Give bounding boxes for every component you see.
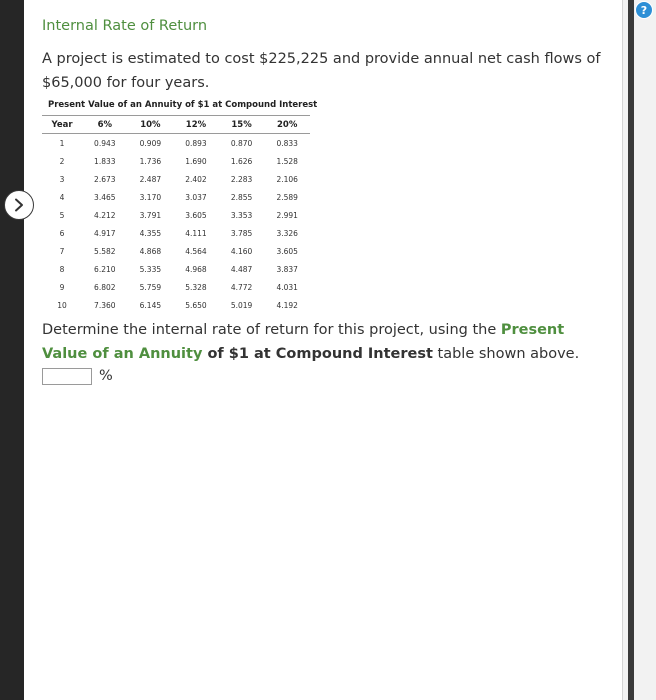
factor-cell: 4.917: [94, 228, 116, 238]
question-part1: Determine the internal rate of return for this project, using the: [42, 322, 501, 338]
page-title: Internal Rate of Return: [42, 18, 208, 34]
factor-cell: 7.360: [94, 300, 116, 310]
factor-cell: 6.210: [94, 264, 116, 274]
factor-cell: 2.106: [276, 174, 298, 184]
factor-cell: 5.328: [185, 282, 207, 292]
question-part3: table shown above.: [432, 346, 580, 362]
factor-cell: 4.111: [185, 228, 207, 238]
table-row: [42, 278, 310, 296]
factor-cell: 6.802: [94, 282, 116, 292]
factor-cell: 2.855: [230, 192, 253, 202]
factor-cell: 4.772: [230, 282, 253, 292]
table-row: [42, 188, 310, 206]
table-row: [42, 134, 310, 153]
factor-cell: 3.465: [94, 192, 116, 202]
year-cell: 10: [57, 300, 67, 310]
year-cell: 1: [59, 138, 65, 148]
table-link[interactable]: Present Value of an Annuity: [42, 322, 565, 362]
problem-statement: A project is estimated to cost $225,225 and provide annual net cash flows of $65,000 for four years.: [42, 51, 601, 91]
year-cell: 9: [59, 282, 65, 292]
present-value-table: [42, 115, 310, 314]
factor-cell: 4.564: [185, 246, 207, 256]
factor-cell: 1.626: [230, 156, 253, 166]
factor-cell: 5.335: [139, 264, 162, 274]
factor-cell: 3.785: [230, 228, 253, 238]
factor-cell: 2.673: [94, 174, 116, 184]
factor-cell: 1.528: [276, 156, 298, 166]
table-header-cell: 10%: [128, 116, 174, 134]
factor-cell: 4.968: [185, 264, 207, 274]
factor-cell: 5.650: [185, 300, 207, 310]
percent-unit-label: %: [99, 368, 113, 384]
factor-cell: 2.589: [276, 192, 298, 202]
factor-cell: 1.736: [139, 156, 162, 166]
question-mark-icon: ?: [640, 3, 648, 17]
table-row: [42, 206, 310, 224]
factor-cell: 5.019: [230, 300, 253, 310]
next-arrow-button[interactable]: [4, 190, 34, 220]
factor-cell: 0.909: [139, 138, 162, 148]
factor-cell: 5.759: [139, 282, 162, 292]
table-header-cell: 6%: [82, 116, 128, 134]
factor-cell: 3.326: [276, 228, 298, 238]
factor-cell: 3.170: [139, 192, 162, 202]
factor-cell: 0.943: [94, 138, 116, 148]
factor-cell: 3.605: [185, 210, 207, 220]
factor-cell: 2.402: [185, 174, 207, 184]
factor-cell: 2.283: [230, 174, 253, 184]
question-part2: of $1 at Compound Interest: [202, 346, 433, 362]
table-header-cell: 15%: [219, 116, 265, 134]
help-button[interactable]: [635, 1, 653, 19]
table-row: [42, 224, 310, 242]
year-cell: 5: [59, 210, 65, 220]
factor-cell: 3.837: [276, 264, 298, 274]
factor-cell: 3.791: [139, 210, 162, 220]
factor-cell: 3.605: [276, 246, 298, 256]
factor-cell: 2.991: [276, 210, 298, 220]
table-row: [42, 296, 310, 314]
year-cell: 2: [59, 156, 65, 166]
year-cell: 8: [59, 264, 65, 274]
factor-cell: 5.582: [94, 246, 116, 256]
factor-cell: 4.031: [276, 282, 298, 292]
factor-cell: 4.355: [139, 228, 162, 238]
factor-cell: 3.037: [185, 192, 207, 202]
table-caption: Present Value of an Annuity of $1 at Compound Interest: [48, 100, 318, 110]
table-header-row: [42, 116, 310, 134]
factor-cell: 4.160: [230, 246, 253, 256]
factor-cell: 4.487: [230, 264, 253, 274]
factor-cell: 4.192: [276, 300, 298, 310]
year-cell: 7: [59, 246, 65, 256]
table-header-cell: 20%: [264, 116, 310, 134]
table-row: [42, 152, 310, 170]
table-row: [42, 170, 310, 188]
factor-cell: 4.212: [94, 210, 116, 220]
table-row: [42, 260, 310, 278]
year-cell: 6: [59, 228, 65, 238]
factor-cell: 4.868: [139, 246, 162, 256]
irr-answer-input[interactable]: [42, 368, 92, 385]
question-text: [42, 318, 602, 366]
factor-cell: 3.353: [230, 210, 253, 220]
chevron-right-icon: [12, 198, 26, 212]
factor-cell: 6.145: [139, 300, 162, 310]
table-header-cell: 12%: [173, 116, 219, 134]
scrollbar-track[interactable]: [628, 0, 634, 700]
table-row: [42, 242, 310, 260]
left-sidebar: [0, 0, 24, 700]
factor-cell: 0.870: [230, 138, 253, 148]
factor-cell: 0.833: [276, 138, 298, 148]
factor-cell: 2.487: [139, 174, 162, 184]
factor-cell: 1.690: [185, 156, 207, 166]
year-cell: 4: [59, 192, 65, 202]
year-cell: 3: [59, 174, 65, 184]
factor-cell: 0.893: [185, 138, 207, 148]
table-header-cell: Year: [42, 116, 82, 134]
factor-cell: 1.833: [94, 156, 116, 166]
